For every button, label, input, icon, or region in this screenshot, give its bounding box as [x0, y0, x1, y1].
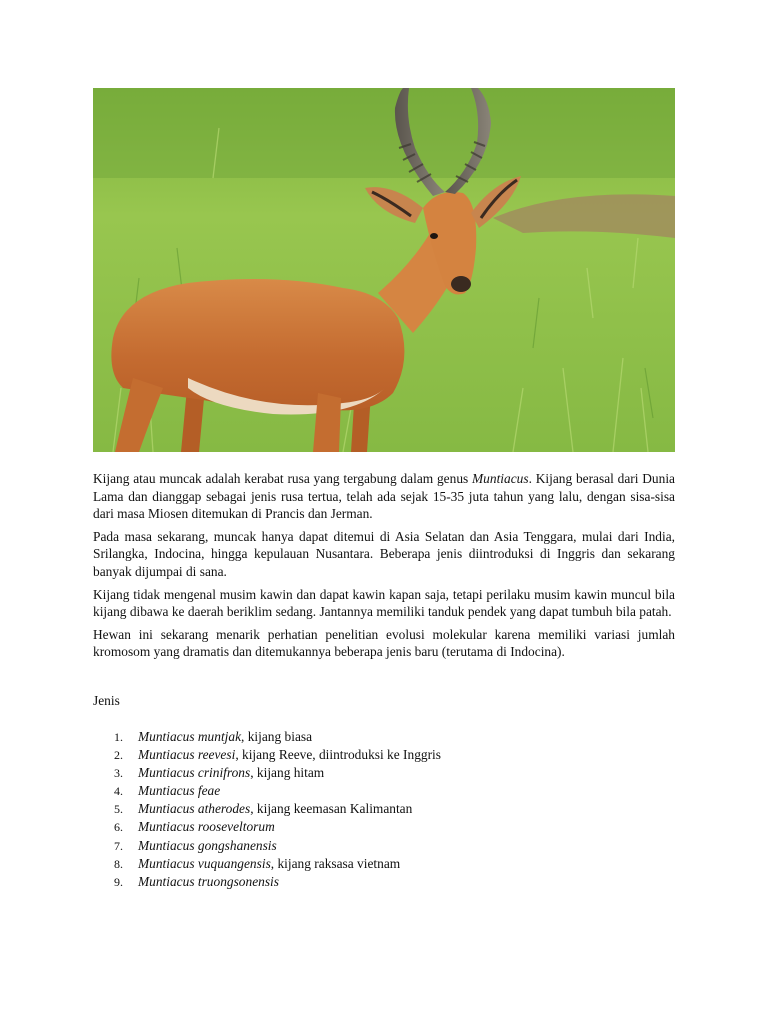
paragraph-1: Kijang atau muncak adalah kerabat rusa yang tergabung dalam genus Muntiacus. Kijang berasal dari Dunia Lama dan dianggap sebagai jenis rusa tertua, telah ada sejak 15-35 juta tahun yang lalu, dengan sisa-sisa dari masa Miosen ditemukan di Prancis dan Jerman. [93, 471, 675, 522]
list-item: Muntiacus atherodes, kijang keemasan Kalimantan [138, 801, 413, 817]
section-heading: Jenis [93, 692, 120, 708]
paragraph-2: Pada masa sekarang, muncak hanya dapat ditemui di Asia Selatan dan Asia Tenggara, mulai dari India, Srilangka, Indocina, hingga kepulauan Nusantara. Beberapa jenis diintroduksi di Inggris dan sekarang banyak dijumpai di sana. [93, 528, 675, 579]
list-item: Muntiacus muntjak, kijang biasa [138, 728, 313, 744]
list-item: Muntiacus truongsonensis [138, 874, 279, 890]
list-item: Muntiacus feae [138, 783, 221, 799]
paragraph-4: Hewan ini sekarang menarik perhatian penelitian evolusi molekular karena memiliki variasi jumlah kromosom yang dramatis dan ditemukannya beberapa jenis baru (terutama di Indocina). [93, 626, 675, 660]
list-item: Muntiacus gongshanensis [138, 837, 277, 853]
list-item: Muntiacus rooseveltorum [138, 819, 275, 835]
species-list [93, 728, 675, 892]
list-item: Muntiacus vuquangensis, kijang raksasa vietnam [138, 855, 401, 871]
article-body [93, 470, 675, 891]
impala-photo [93, 88, 675, 452]
list-item: Muntiacus crinifrons, kijang hitam [138, 764, 325, 780]
list-item: Muntiacus reevesi, kijang Reeve, diintroduksi ke Inggris [138, 746, 441, 762]
genus-name: Muntiacus [472, 471, 529, 486]
paragraph-3: Kijang tidak mengenal musim kawin dan dapat kawin kapan saja, tetapi perilaku musim kawin muncul bila kijang dibawa ke daerah beriklim sedang. Jantannya memiliki tanduk pendek yang dapat tumbuh bila patah. [93, 586, 675, 620]
